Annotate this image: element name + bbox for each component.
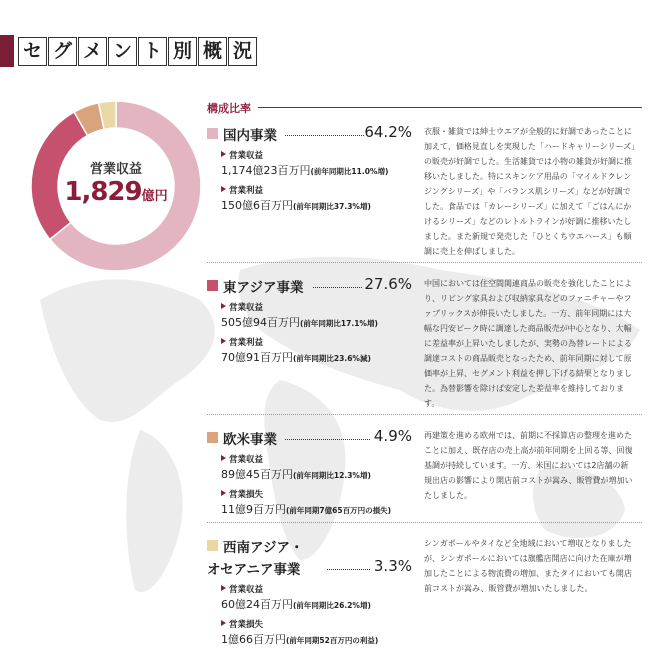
leader-dots [327,569,370,570]
section-title [0,35,300,67]
segment-europe-us-text: 再建策を進める欧州では、前期に不採算店の整理を進めたことに加え、既存店の売上高が前年同期を上回る等、回復基調が持続しています。一方、米国においては2店舗の新規出店の影響により開店前コストが嵩み、販管費が増加いたしました。 [424,431,633,500]
segment-southwest-asia-oceania [207,536,412,647]
title-char: グ [48,37,77,66]
segment-east-asia-text: 中国においては住空間関連商品の販売を強化したことにより、リビング家具および収納家具などのファニチャーやファブリックスが伸長いたしました。一方、前年同期には大幅な円安ピーク時に調達した商品販売が中心となり、大幅に差益率が上昇いたしましたが、実勢の為替レートによる調達コストの商品販売となったため、前年同期に対して原価率が上昇、セグメント利益を押し下げる結果となりました。為替影響を除けば安定した差益率を維持しております。 [424,279,632,408]
segment-name: 欧米事業 [223,432,277,448]
title-char: ト [138,37,167,66]
loss-value: 1億66百万円 [221,633,286,646]
loss-label: 営業損失 [221,618,412,630]
revenue-value: 60億24百万円 [221,598,293,611]
revenue-value: 505億94百万円 [221,316,300,329]
profit-value: 150億6百万円 [221,199,293,212]
title-char: セ [18,37,47,66]
segment-europe-us [207,428,412,517]
title-accent-bar [0,35,14,67]
segment-pct: 64.2% [364,123,412,141]
profit-label: 営業利益 [221,336,412,348]
donut-total-unit: 億円 [141,189,168,204]
loss-value: 11億9百万円 [221,503,286,516]
legend-swatch [207,280,218,291]
segment-divider [207,414,642,415]
loss-label: 営業損失 [221,488,412,500]
revenue-label: 営業収益 [221,301,412,313]
segment-east-asia [207,276,412,365]
segment-pct: 3.3% [373,557,412,575]
segment-japan-text: 衣服・雑貨では紳士ウエアが全般的に好調であったことに加えて、価格見直しを実現した「ハードキャリーシリーズ」の販売が好調でした。生活雑貨では小物の雑貨が好調に推移いたしました。特にスキンケア用品の「マイルドクレンジングシリーズ」や「バランス肌シリーズ」などが好調でした。食品では「カレーシリーズ」に加えて「ごはんにかけるシリーズ」などのレトルトラインが好調に推移いたしました。また新規で発売した「ひとくちウエハース」も順調に売上を伸ばしました。 [424,127,636,256]
donut-caption: 営業収益 [89,162,142,177]
title-char: 概 [198,37,227,66]
revenue-note: (前年同期比11.0%増) [310,167,389,176]
legend-swatch [207,540,218,551]
composition-rule [258,107,642,108]
segment-name-line2: オセアニア事業 [207,562,301,578]
leader-dots [285,135,364,136]
segment-name: 東アジア事業 [223,280,304,296]
donut-total-value: 1,829 [64,177,142,207]
donut-center-label [30,158,202,207]
segment-name: 西南アジア・ [223,540,304,556]
title-char: 別 [168,37,197,66]
composition-heading: 構成比率 [207,102,251,115]
segment-japan [207,124,412,213]
revenue-value: 89億45百万円 [221,468,293,481]
profit-label: 営業利益 [221,184,412,196]
segment-divider [207,262,642,263]
segment-pct: 4.9% [373,427,412,445]
profit-value: 70億91百万円 [221,351,293,364]
revenue-value: 1,174億23百万円 [221,164,311,177]
title-char: メ [78,37,107,66]
segment-pct: 27.6% [364,275,412,293]
title-char: ン [108,37,137,66]
segment-name: 国内事業 [223,128,277,144]
segment-southwest-asia-oceania-text: シンガポールやタイなど全地域において増収となりましたが、シンガポールにおいては旗艦店開店に向けた在庫が増加したことによる物流費の増加、またタイにおいても開店前コストが嵩み、販管費が増加いたしました。 [424,539,632,593]
leader-dots [285,439,370,440]
profit-note: (前年同期比23.6%減) [293,354,371,363]
segment-divider [207,522,642,523]
revenue-label: 営業収益 [221,149,412,161]
revenue-note: (前年同期比17.1%増) [300,319,378,328]
revenue-label: 営業収益 [221,583,412,595]
leader-dots [313,287,362,288]
revenue-note: (前年同期比26.2%増) [293,601,371,610]
title-char: 況 [228,37,257,66]
loss-note: (前年同期7億65百万円の損失) [286,506,392,515]
profit-note: (前年同期比37.3%増) [293,202,371,211]
loss-note: (前年同期52百万円の利益) [286,636,379,645]
legend-swatch [207,128,218,139]
legend-swatch [207,432,218,443]
revenue-label: 営業収益 [221,453,412,465]
revenue-note: (前年同期比12.3%増) [293,471,371,480]
